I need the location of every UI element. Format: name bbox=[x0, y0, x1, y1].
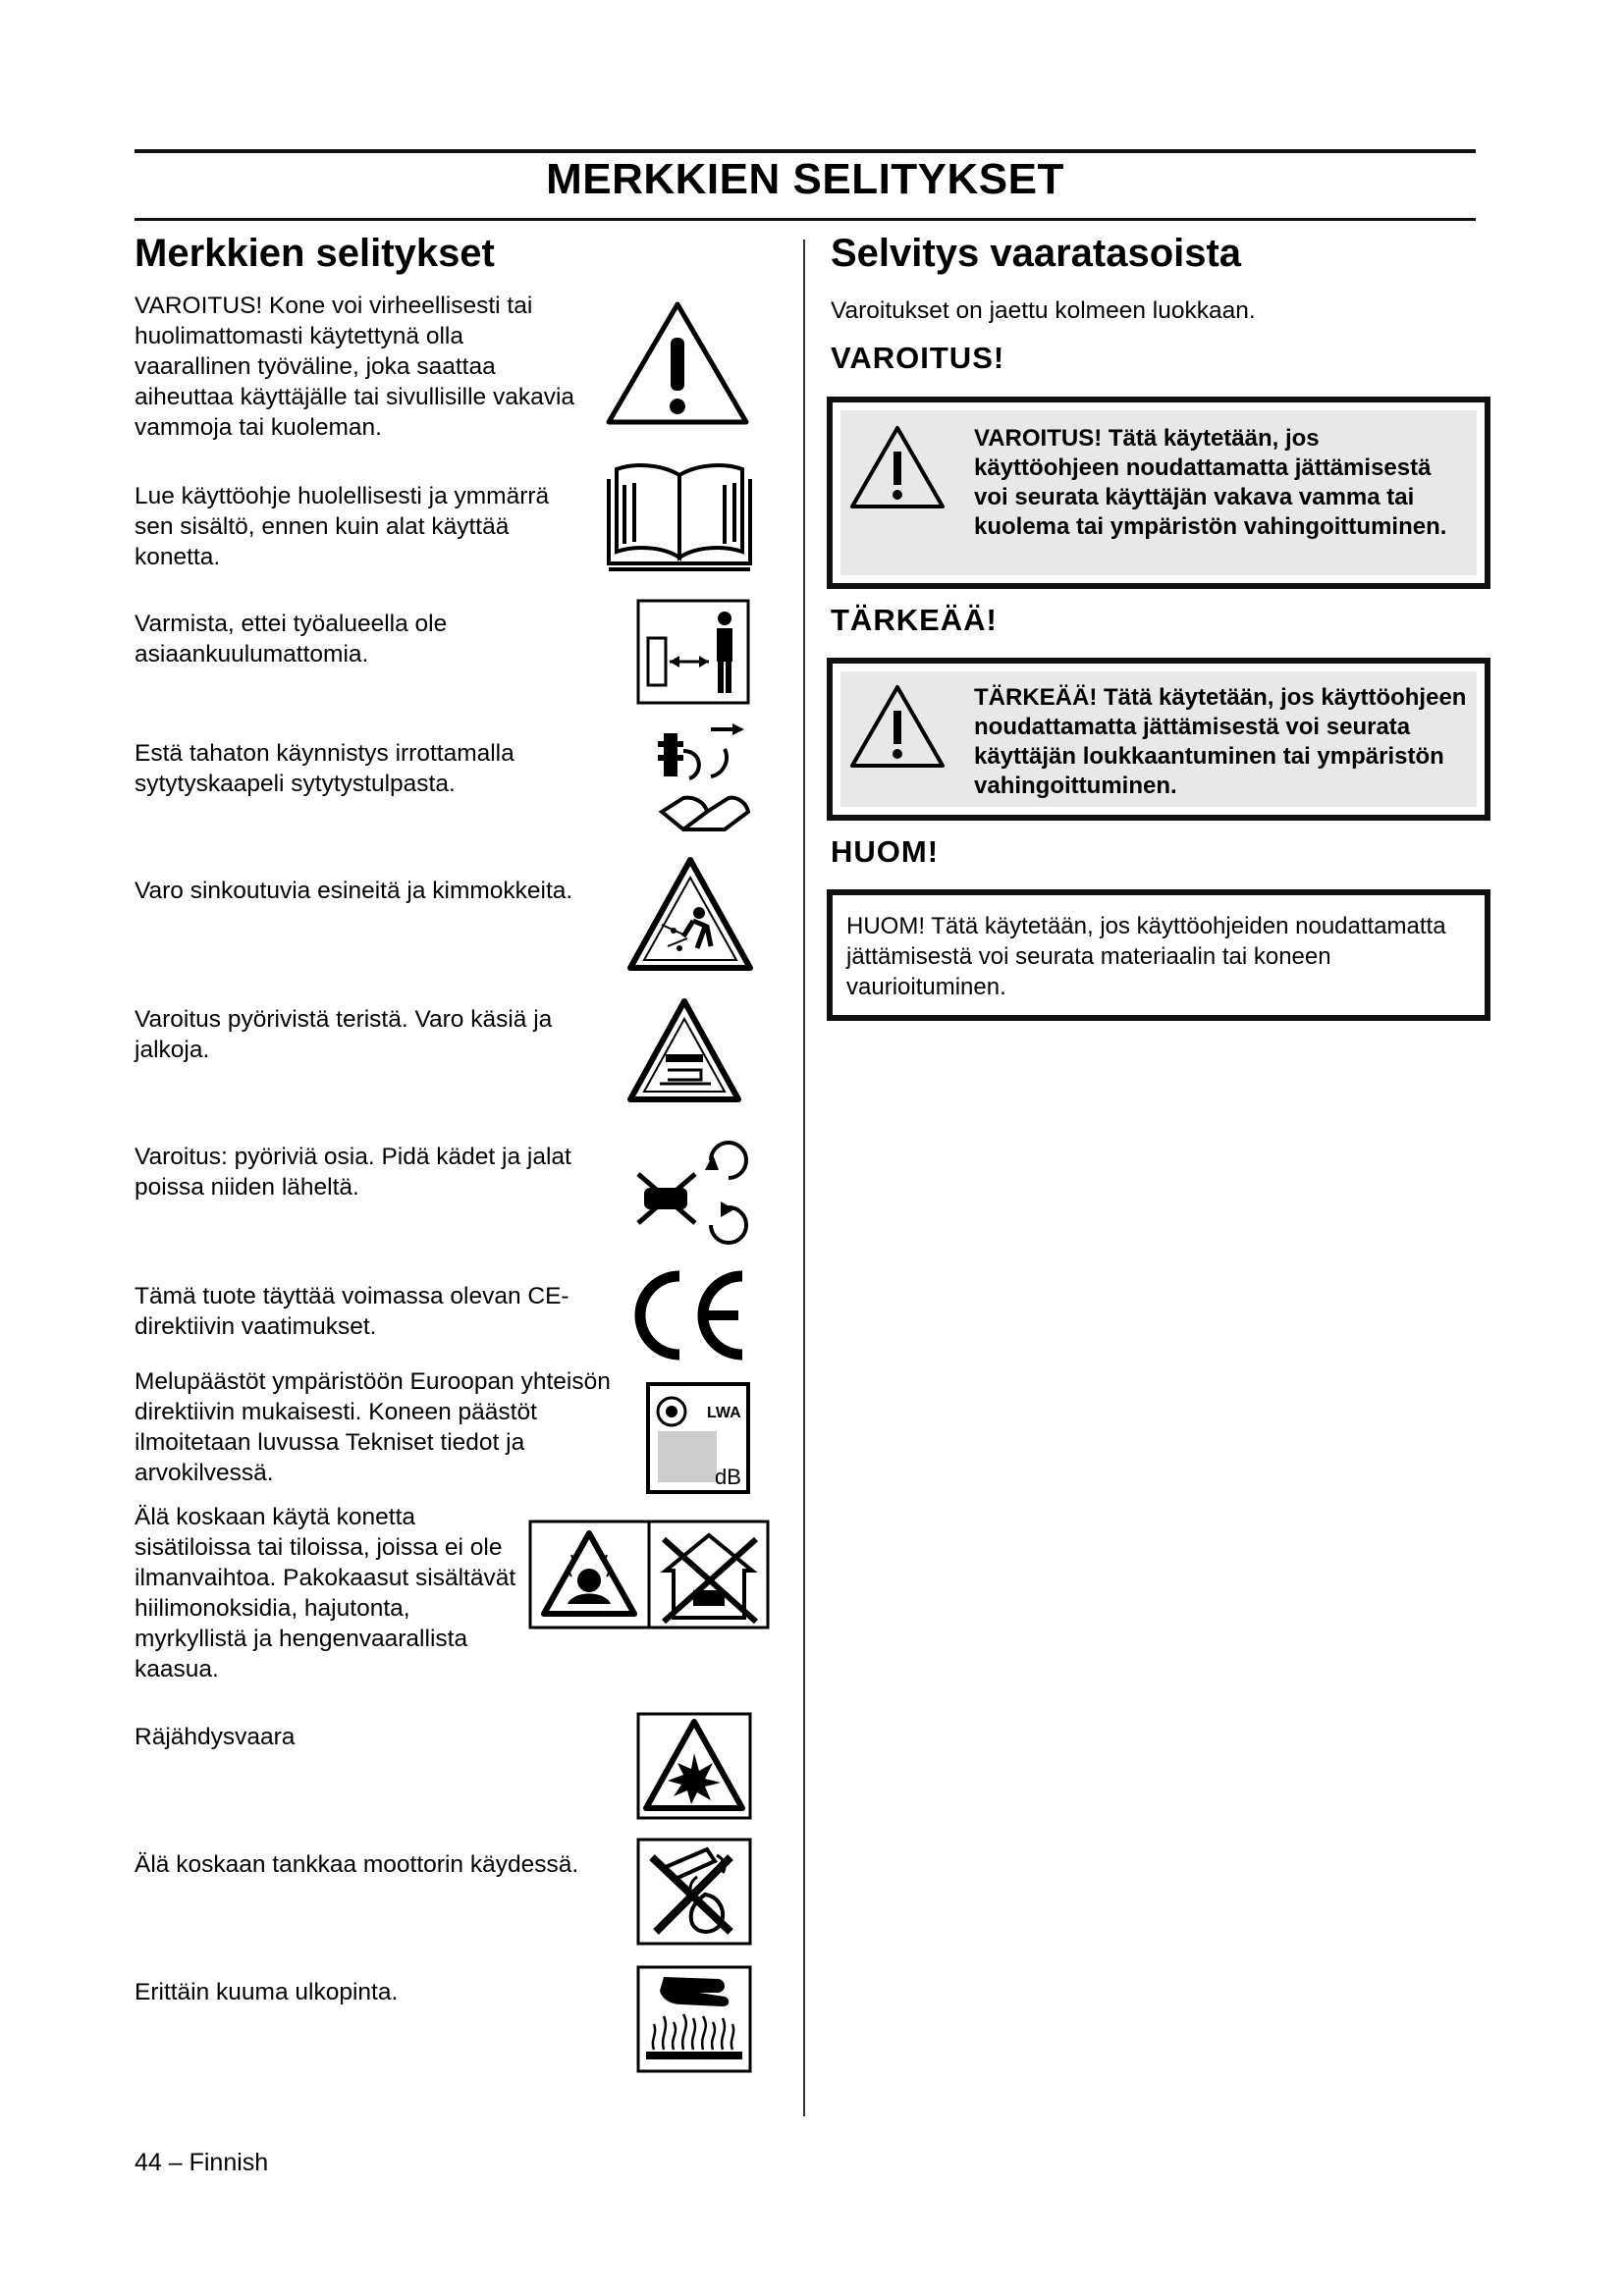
item-text-no-refuel: Älä koskaan tankkaa moottorin käydessä. bbox=[135, 1851, 579, 1878]
noise-db-label: dB bbox=[715, 1465, 741, 1489]
toxic-fumes-icon bbox=[528, 1520, 770, 1629]
column-divider bbox=[803, 240, 805, 2116]
item-text-manual: Lue käyttöohje huolellisesti ja ymmärrä sen sisältö, ennen kuin alat käyttää konetta. bbox=[135, 483, 550, 570]
rotating-blade-icon bbox=[626, 997, 742, 1103]
left-heading: Merkkien selitykset bbox=[135, 232, 495, 275]
warning-label: VAROITUS! bbox=[831, 341, 1005, 375]
header-bottom-rule bbox=[135, 218, 1476, 221]
item-text-thrown-objects: Varo sinkoutuvia esineitä ja kimmokkeita. bbox=[135, 878, 573, 904]
hot-surface-icon bbox=[636, 1965, 752, 2073]
page-title: MERKKIEN SELITYKSET bbox=[546, 155, 1064, 203]
no-refuel-running-icon bbox=[636, 1838, 752, 1946]
page-number: 44 – Finnish bbox=[135, 2149, 269, 2176]
right-heading: Selvitys vaaratasoista bbox=[831, 232, 1242, 275]
noise-lwa-label: LWA bbox=[707, 1405, 741, 1421]
ce-mark-icon bbox=[626, 1266, 754, 1364]
item-text-rotating-parts: Varoitus: pyöriviä osia. Pidä kädet ja jalat poissa niiden läheltä. bbox=[135, 1144, 571, 1201]
note-label: HUOM! bbox=[831, 834, 940, 869]
item-text-ce: Tämä tuote täyttää voimassa olevan CE-direktiivin vaatimukset. bbox=[135, 1283, 569, 1340]
important-label: TÄRKEÄÄ! bbox=[831, 603, 998, 637]
note-box-text: HUOM! Tätä käytetään, jos käyttöohjeiden noudattamatta jättämisestä voi seurata materiaalin tai koneen vaurioituminen. bbox=[846, 913, 1446, 1000]
item-text-warning: VAROITUS! Kone voi virheellisesti tai huolimattomasti käytettynä olla vaarallinen työväline, joka saattaa aiheuttaa käyttäjälle tai sivullisille vakavia vammoja tai kuoleman. bbox=[135, 293, 575, 441]
item-text-hot-surface: Erittäin kuuma ulkopinta. bbox=[135, 1979, 399, 2005]
item-text-spark-plug: Estä tahaton käynnistys irrottamalla sytytyskaapeli sytytystulpasta. bbox=[135, 740, 514, 797]
open-manual-icon bbox=[605, 461, 754, 575]
item-text-safety-distance: Varmista, ettei työalueella ole asiaankuulumattomia. bbox=[135, 611, 448, 667]
warning-box bbox=[827, 397, 1490, 589]
warning-triangle-icon bbox=[605, 300, 750, 426]
important-box-text: TÄRKEÄÄ! Tätä käytetään, jos käyttöohjeen noudattamatta jättämisestä voi seurata käyttäjän loukkaantuminen tai ympäristön vahingoittuminen. bbox=[974, 684, 1467, 799]
item-text-noise: Melupäästöt ympäristöön Euroopan yhteisön direktiivin mukaisesti. Koneen päästöt ilmoitetaan luvussa Tekniset tiedot ja arvokilvessä. bbox=[135, 1368, 611, 1486]
header-top-rule bbox=[135, 149, 1476, 153]
safety-distance-icon bbox=[636, 599, 750, 705]
explosion-hazard-icon bbox=[636, 1712, 752, 1820]
thrown-objects-icon bbox=[626, 856, 754, 972]
item-text-explosion: Räjähdysvaara bbox=[135, 1724, 296, 1750]
warning-box-icon bbox=[848, 424, 947, 515]
important-box-icon bbox=[848, 683, 947, 774]
item-text-toxic-fumes: Älä koskaan käytä konetta sisätiloissa tai tiloissa, joissa ei ole ilmanvaihtoa. Pakokaasut sisältävät hiilimonoksidia, hajutonta, myrkyllistä ja hengenvaarallista kaasua. bbox=[135, 1504, 516, 1682]
right-intro: Varoitukset on jaettu kolmeen luokkaan. bbox=[831, 297, 1256, 324]
warning-box-text: VAROITUS! Tätä käytetään, jos käyttöohjeen noudattamatta jättämisestä voi seurata käyttäjän vakava vamma tai kuolema tai ympäristön vahingoittuminen. bbox=[974, 425, 1447, 540]
spark-plug-disconnect-icon bbox=[654, 721, 752, 843]
note-box bbox=[827, 889, 1490, 1021]
important-box bbox=[827, 658, 1490, 821]
rotating-parts-icon bbox=[634, 1131, 752, 1255]
item-text-rotating-blade: Varoitus pyörivistä teristä. Varo käsiä ja jalkoja. bbox=[135, 1006, 553, 1063]
noise-level-icon bbox=[646, 1382, 750, 1494]
